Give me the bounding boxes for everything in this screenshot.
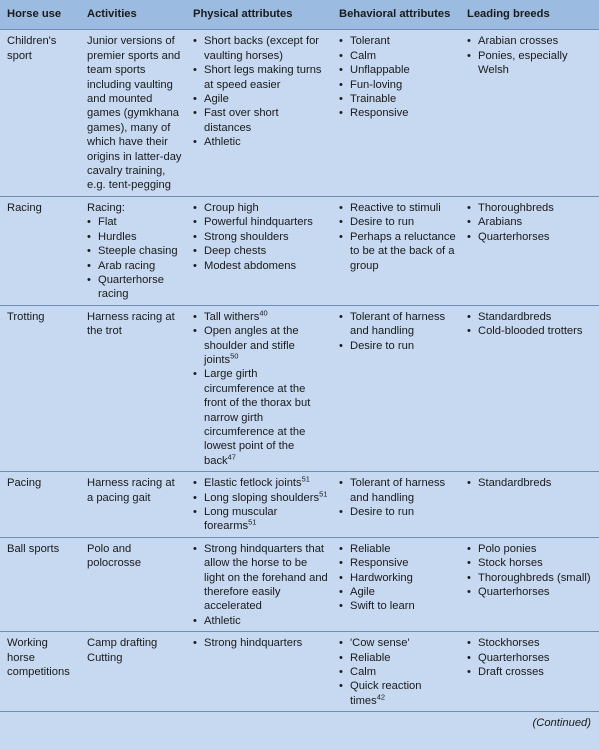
activities-text: Camp drafting Cutting	[87, 637, 158, 664]
physical-attribute-item	[193, 106, 328, 135]
physical-attribute-text: Deep chests	[204, 245, 267, 258]
breed-item	[467, 34, 595, 48]
behavioral-attributes-cell	[332, 305, 460, 471]
reference-number: 47	[227, 452, 236, 462]
breed-text: Thoroughbreds	[478, 201, 554, 214]
breed-item	[467, 585, 595, 599]
breed-list	[467, 34, 595, 77]
physical-attributes-cell	[186, 30, 332, 196]
table-row	[0, 196, 599, 305]
leading-breeds-cell	[460, 472, 599, 538]
behavioral-attribute-text: Calm	[350, 49, 377, 62]
behavioral-attribute-text: Reliable	[350, 542, 391, 555]
physical-attribute-item	[193, 636, 328, 650]
breed-text: Arabians	[478, 216, 523, 229]
behavioral-attribute-item	[339, 63, 456, 77]
physical-attribute-item	[193, 324, 328, 367]
behavioral-attribute-item	[339, 636, 456, 650]
physical-attributes-cell	[186, 472, 332, 538]
behavioral-attribute-item	[339, 49, 456, 63]
behavioral-attributes-cell	[332, 472, 460, 538]
physical-attribute-item	[193, 34, 328, 63]
breed-text: Quarterhorses	[478, 230, 550, 243]
activities-text: Junior versions of premier sports and team sports including vaulting and mounted games (gymkhana games), many of which have their origins in latter-day cavalry training, e.g. tent-pegging	[87, 35, 182, 192]
breed-text: Standardbreds	[478, 310, 552, 323]
behavioral-attribute-text: Reliable	[350, 651, 391, 664]
breed-text: Stock horses	[478, 557, 543, 570]
behavioral-attribute-item	[339, 106, 456, 120]
physical-attribute-list	[193, 201, 328, 273]
table-row	[0, 632, 599, 712]
breed-text: Ponies, especially Welsh	[478, 49, 568, 77]
behavioral-attribute-text: Perhaps a reluctance to be at the back of a group	[350, 230, 456, 272]
behavioral-attribute-text: Tolerant of harness and handling	[350, 310, 446, 338]
physical-attribute-item	[193, 215, 328, 229]
breed-text: Thoroughbreds (small)	[478, 571, 591, 584]
physical-attribute-text: Open angles at the shoulder and stifle joints	[204, 325, 299, 366]
behavioral-attribute-item	[339, 34, 456, 48]
breed-item	[467, 571, 595, 585]
physical-attribute-list	[193, 476, 328, 534]
physical-attributes-cell	[186, 537, 332, 631]
physical-attribute-item	[193, 614, 328, 628]
behavioral-attributes-cell	[332, 537, 460, 631]
behavioral-attribute-item	[339, 585, 456, 599]
activity-item	[87, 230, 182, 244]
behavioral-attribute-item	[339, 679, 456, 708]
header-behavioral-attributes: Behavioral attributes	[332, 0, 460, 30]
breed-list	[467, 310, 595, 339]
breed-text: Standardbreds	[478, 477, 552, 490]
behavioral-attribute-list	[339, 542, 456, 614]
breed-text: Stockhorses	[478, 637, 540, 650]
physical-attribute-item	[193, 488, 328, 505]
physical-attribute-item	[193, 135, 328, 149]
breed-item	[467, 542, 595, 556]
behavioral-attribute-item	[339, 310, 456, 339]
behavioral-attribute-text: Tolerant of harness and handling	[350, 477, 446, 504]
activities-cell	[80, 537, 186, 631]
behavioral-attribute-item	[339, 505, 456, 519]
behavioral-attribute-text: Desire to run	[350, 216, 415, 229]
behavioral-attribute-item	[339, 599, 456, 613]
behavioral-attribute-item	[339, 230, 456, 273]
breed-text: Cold-blooded trotters	[478, 325, 583, 338]
activity-item	[87, 215, 182, 229]
behavioral-attribute-text: Hardworking	[350, 571, 413, 584]
physical-attribute-text: Powerful hindquarters	[204, 216, 313, 229]
physical-attribute-text: Long muscular forearms	[204, 506, 278, 533]
reference-number: 51	[301, 474, 310, 484]
activities-cell	[80, 472, 186, 538]
header-leading-breeds: Leading breeds	[460, 0, 599, 30]
breed-text: Arabian crosses	[478, 35, 559, 48]
header-physical-attributes: Physical attributes	[186, 0, 332, 30]
behavioral-attribute-item	[339, 215, 456, 229]
physical-attributes-cell	[186, 305, 332, 471]
leading-breeds-cell	[460, 537, 599, 631]
activities-text: Harness racing at the trot	[87, 310, 175, 338]
horse-use-cell: Ball sports	[0, 537, 80, 631]
activities-text: Racing:	[87, 201, 125, 214]
behavioral-attribute-text: Tolerant	[350, 35, 390, 48]
breed-item	[467, 476, 595, 490]
behavioral-attribute-item	[339, 571, 456, 585]
horse-use-cell: Pacing	[0, 472, 80, 538]
activities-cell	[80, 30, 186, 196]
physical-attribute-text: Short backs (except for vaulting horses)	[204, 35, 320, 62]
leading-breeds-cell	[460, 632, 599, 712]
physical-attribute-item	[193, 244, 328, 258]
activities-text: Harness racing at a pacing gait	[87, 477, 175, 504]
physical-attribute-text: Fast over short distances	[204, 107, 279, 134]
behavioral-attribute-item	[339, 339, 456, 353]
behavioral-attribute-text: Trainable	[350, 93, 397, 106]
physical-attribute-text: Large girth circumference at the front of the thorax but narrow girth circumference at the lowest point of the back	[204, 368, 311, 467]
physical-attribute-item	[193, 201, 328, 215]
activities-cell	[80, 196, 186, 305]
horse-use-cell: Children's sport	[0, 30, 80, 196]
behavioral-attribute-item	[339, 651, 456, 665]
reference-number: 50	[230, 351, 239, 361]
activity-item	[87, 259, 182, 273]
physical-attribute-list	[193, 34, 328, 149]
header-activities: Activities	[80, 0, 186, 30]
reference-number: 51	[319, 488, 328, 498]
breed-item	[467, 665, 595, 679]
horse-use-cell: Trotting	[0, 305, 80, 471]
breed-text: Draft crosses	[478, 666, 544, 679]
reference-number: 40	[259, 307, 268, 317]
physical-attribute-item	[193, 92, 328, 106]
behavioral-attribute-item	[339, 476, 456, 505]
breed-item	[467, 215, 595, 229]
activity-text: Quarterhorse racing	[98, 273, 164, 301]
physical-attribute-text: Strong shoulders	[204, 230, 289, 243]
activity-text: Flat	[98, 216, 117, 229]
behavioral-attribute-text: Unflappable	[350, 64, 410, 77]
breed-list	[467, 542, 595, 600]
behavioral-attribute-item	[339, 78, 456, 92]
continued-note: (Continued)	[532, 717, 591, 730]
physical-attribute-text: Strong hindquarters that allow the horse to be light on the forehand and therefore easily accelerated	[204, 542, 328, 613]
breed-item	[467, 324, 595, 338]
physical-attributes-cell	[186, 632, 332, 712]
breed-item	[467, 651, 595, 665]
behavioral-attribute-text: Desire to run	[350, 506, 415, 518]
physical-attribute-text: Athletic	[204, 614, 241, 627]
physical-attribute-text: Modest abdomens	[204, 259, 297, 272]
activity-list	[87, 215, 182, 301]
physical-attribute-item	[193, 542, 328, 614]
physical-attribute-text: Short legs making turns at speed easier	[204, 64, 322, 91]
breed-item	[467, 49, 595, 78]
behavioral-attribute-text: Quick reaction times	[350, 680, 422, 707]
behavioral-attributes-cell	[332, 632, 460, 712]
breed-item	[467, 201, 595, 215]
behavioral-attribute-item	[339, 92, 456, 106]
behavioral-attribute-item	[339, 201, 456, 215]
physical-attribute-list	[193, 307, 328, 468]
header-row	[0, 0, 599, 30]
breed-text: Quarterhorses	[478, 586, 550, 599]
behavioral-attribute-list	[339, 201, 456, 273]
physical-attribute-item	[193, 367, 328, 468]
physical-attribute-text: Elastic fetlock joints	[204, 477, 302, 490]
physical-attribute-list	[193, 636, 328, 650]
reference-number: 42	[376, 692, 386, 702]
table-row	[0, 537, 599, 631]
breed-list	[467, 201, 595, 244]
physical-attribute-text: Agile	[204, 93, 229, 106]
behavioral-attribute-list	[339, 476, 456, 519]
horse-use-cell: Racing	[0, 196, 80, 305]
physical-attribute-item	[193, 505, 328, 534]
breed-item	[467, 556, 595, 570]
physical-attribute-text: Long sloping shoulders	[204, 491, 320, 504]
leading-breeds-cell	[460, 305, 599, 471]
physical-attribute-text: Tall withers	[204, 310, 260, 323]
physical-attribute-item	[193, 230, 328, 244]
breed-text: Polo ponies	[478, 542, 537, 555]
behavioral-attribute-item	[339, 665, 456, 679]
table-row	[0, 472, 599, 538]
behavioral-attribute-item	[339, 556, 456, 570]
table-row	[0, 305, 599, 471]
breed-text: Quarterhorses	[478, 651, 550, 664]
table-row	[0, 30, 599, 196]
behavioral-attribute-text: 'Cow sense'	[350, 637, 410, 650]
behavioral-attribute-text: Responsive	[350, 107, 409, 120]
leading-breeds-cell	[460, 196, 599, 305]
behavioral-attribute-list	[339, 310, 456, 353]
breed-item	[467, 230, 595, 244]
header-horse-use: Horse use	[0, 0, 80, 30]
behavioral-attributes-cell	[332, 196, 460, 305]
behavioral-attribute-text: Desire to run	[350, 339, 415, 352]
breed-list	[467, 636, 595, 679]
physical-attribute-item	[193, 259, 328, 273]
activity-text: Steeple chasing	[98, 245, 178, 258]
activity-text: Hurdles	[98, 230, 137, 243]
physical-attribute-item	[193, 476, 328, 490]
breed-list	[467, 476, 595, 490]
physical-attribute-text: Strong hindquarters	[204, 637, 303, 650]
activity-item	[87, 273, 182, 302]
leading-breeds-cell	[460, 30, 599, 196]
behavioral-attribute-text: Responsive	[350, 557, 409, 570]
behavioral-attribute-text: Agile	[350, 586, 375, 599]
physical-attribute-item	[193, 63, 328, 92]
activities-cell	[80, 305, 186, 471]
breed-item	[467, 636, 595, 650]
behavioral-attribute-item	[339, 542, 456, 556]
behavioral-attribute-list	[339, 34, 456, 120]
activity-text: Arab racing	[98, 259, 156, 272]
physical-attribute-item	[193, 307, 328, 324]
physical-attribute-text: Croup high	[204, 201, 259, 214]
physical-attribute-text: Athletic	[204, 136, 241, 149]
reference-number: 51	[248, 517, 257, 527]
activity-item	[87, 244, 182, 258]
behavioral-attribute-text: Reactive to stimuli	[350, 201, 441, 214]
behavioral-attribute-list	[339, 636, 456, 708]
behavioral-attribute-text: Calm	[350, 666, 377, 679]
activities-text: Polo and polocrosse	[87, 542, 142, 570]
activities-cell	[80, 632, 186, 712]
behavioral-attributes-cell	[332, 30, 460, 196]
behavioral-attribute-text: Fun-loving	[350, 78, 403, 91]
horse-use-cell: Working horse competitions	[0, 632, 80, 712]
behavioral-attribute-text: Swift to learn	[350, 600, 415, 613]
physical-attribute-list	[193, 542, 328, 628]
breed-item	[467, 310, 595, 324]
physical-attributes-cell	[186, 196, 332, 305]
